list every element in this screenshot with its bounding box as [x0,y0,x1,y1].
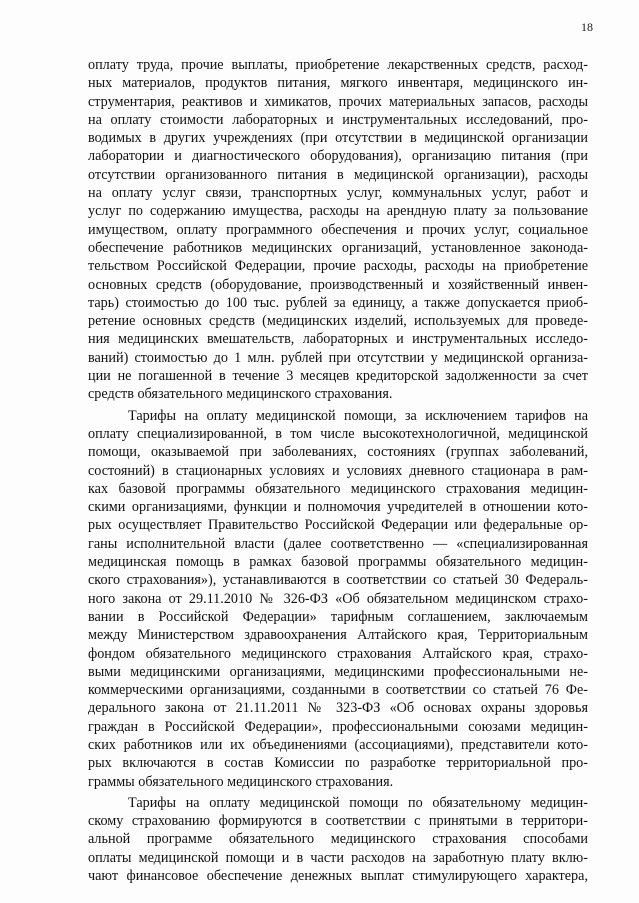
text-line: лаборатории и диагностического оборудования), организацию питания (при [88,148,588,165]
text-line: оплаты медицинской помощи и в части расходов на заработную плату вклю- [88,849,588,866]
page-number: 18 [581,20,593,34]
text-line: состояний) в стационарных условиях и условиях дневного стационара в рам- [88,462,588,479]
text-line: альной программе обязательного медицинского страхования способами [88,831,588,848]
document-body [88,56,588,885]
text-line: ского страхования»), устанавливаются в соответствии со статьей 30 Федераль- [88,572,588,589]
text-line: ваний) стоимостью до 1 млн. рублей при отсутствии у медицинской организа- [88,349,588,366]
text-line: граммы обязательного медицинского страхования. [88,773,394,790]
text-line: между Министерством здравоохранения Алтайского края, Территориальным [88,627,588,644]
text-line: на оплату стоимости лабораторных и инструментальных исследований, про- [88,111,588,128]
text-line: Тарифы на оплату медицинской помощи по обязательному медицин- [128,794,588,811]
text-line: тельством Российской Федерации, прочие расходы, расходы на приобретение [88,258,588,275]
paragraph [88,794,588,885]
text-line: услуг по содержанию имущества, расходы на арендную плату за пользование [88,203,588,220]
text-line: рых осуществляет Правительство Российской Федерации или федеральные ор- [88,517,588,534]
text-line: ках базовой программы обязательного медицинского страхования медицин- [88,480,588,497]
text-line: медицинская помощь в рамках базовой программы обязательного медицин- [88,554,588,571]
text-line: помощи, оказываемой при заболеваниях, состояниях (группах заболеваний, [88,444,588,461]
text-line: оплату специализированной, в том числе высокотехнологичной, медицинской [88,425,588,442]
text-line: имуществом, оплату программного обеспечения и прочих услуг, социальное [88,221,588,238]
text-line: чают финансовое обеспечение денежных выплат стимулирующего характера, [88,868,588,885]
paragraph [88,407,588,791]
text-line: скому страхованию формируются в соответствии с принятыми в территори- [88,813,588,830]
text-line: вании в Российской Федерации» тарифным соглашением, заключаемым [88,608,588,625]
text-line: оплату труда, прочие выплаты, приобретение лекарственных средств, расход- [88,57,588,73]
text-line: средств обязательного медицинского страхования. [88,386,393,403]
text-line: скими организациями, функции и полномочия учредителей в отношении кото- [88,499,588,516]
text-line: обеспечение работников медицинских организаций, установленное законода- [88,239,588,256]
text-line: тарь) стоимостью до 100 тыс. рублей за единицу, а также допускается приоб- [88,294,588,311]
text-line: ции не погашенной в течение 3 месяцев кредиторской задолженности за счет [88,368,588,385]
text-line: основных средств (оборудование, производственный и хозяйственный инвен- [88,276,588,293]
text-line: Тарифы на оплату медицинской помощи, за исключением тарифов на [128,407,588,424]
text-line: граждан в Российской Федерации», профессиональными союзами медицин- [88,718,588,735]
text-line: ния медицинских вмешательств, лабораторных и инструментальных исследо- [88,331,588,348]
text-line: ного закона от 29.11.2010 № 326-ФЗ «Об обязательном медицинском страхо- [88,590,588,607]
text-line: дерального закона от 21.11.2011 № 323-ФЗ «Об основах охраны здоровья [88,700,588,717]
paragraph [88,56,588,404]
text-line: на оплату услуг связи, транспортных услуг, коммунальных услуг, работ и [88,185,588,202]
text-line: выми медицинскими организациями, медицинскими профессиональными не- [88,663,588,680]
text-line: струментария, реактивов и химикатов, прочих материальных запасов, расходы [88,93,588,110]
text-line: ганы исполнительной власти (далее соответственно — «специализированная [88,535,588,552]
text-line: рых включаются в состав Комиссии по разработке территориальной про- [88,755,588,772]
text-line: водимых в других учреждениях (при отсутствии в медицинской организации [88,130,588,147]
text-line: ских работников или их объединениями (ассоциациями), представители кото- [88,736,588,753]
text-line: ных материалов, продуктов питания, мягкого инвентаря, медицинского ин- [88,75,588,92]
text-line: фондом обязательного медицинского страхования Алтайского края, страхо- [88,645,588,662]
text-line: отсутствии организованного питания в медицинской организации), расходы [88,166,588,183]
text-line: ретение основных средств (медицинских изделий, используемых для проведе- [88,313,588,330]
text-line: коммерческими организациями, созданными в соответствии со статьей 76 Фе- [88,682,588,699]
